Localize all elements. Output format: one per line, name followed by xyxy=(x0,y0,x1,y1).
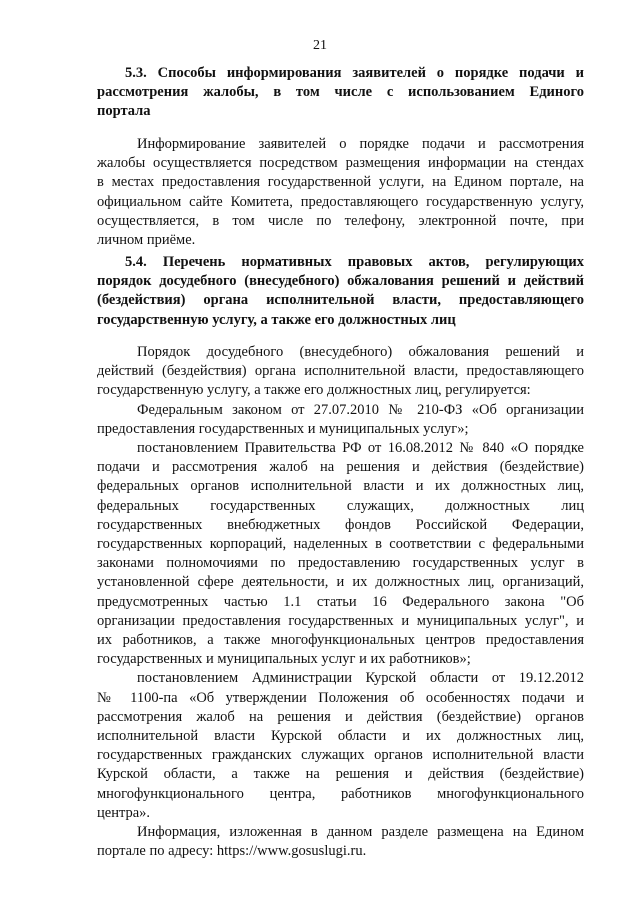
body-line: установленной сфере деятельности, и их должностных лиц, организаций, xyxy=(97,574,584,591)
heading-line: рассмотрения жалобы, в том числе с использованием Единого xyxy=(97,84,584,101)
body-line: центра». xyxy=(97,804,151,821)
heading-line: 5.4. Перечень нормативных правовых актов, регулирующих xyxy=(125,254,584,270)
paragraph-line: жалобы осуществляется посредством размещения информации на стендах xyxy=(97,155,584,172)
body-line: исполнительной власти Курской области и их должностных лиц, xyxy=(97,728,584,745)
body-line: Порядок досудебного (внесудебного) обжалования решений и xyxy=(137,344,584,360)
heading-line: 5.3. Способы информирования заявителей о порядке подачи и xyxy=(125,65,584,81)
body-line: многофункционального центра, работников многофункционального xyxy=(97,785,584,802)
paragraph-line: осуществляется, в том числе по телефону, электронной почте, при xyxy=(97,212,584,229)
paragraph-line: личном приёме. xyxy=(97,232,196,249)
body-line: их работников, а также многофункциональных центров предоставления xyxy=(97,632,584,649)
body-line: Федеральным законом от 27.07.2010 № 210-ФЗ «Об организации xyxy=(137,401,584,418)
body-line: государственную услугу, а также его должностных лиц, регулируется: xyxy=(97,382,531,399)
body-line: организации предоставления государственных и муниципальных услуг", и xyxy=(97,612,584,629)
body-line: законами полномочиями по предоставлению государственных услуг в xyxy=(97,555,584,572)
section-5-4-heading xyxy=(97,253,584,330)
body-line: государственных корпораций, наделенных в соответствии с федеральными xyxy=(97,536,584,553)
body-line: предоставления государственных и муниципальных услуг»; xyxy=(97,420,469,437)
body-line: № 1100-па «Об утверждении Положения об особенностях подачи и xyxy=(97,689,584,706)
body-line: действий (бездействия) органа исполнительной власти, предоставляющего xyxy=(97,363,584,380)
paragraph-line: в местах предоставления государственной услуги, на Едином портале, на xyxy=(97,174,584,191)
heading-line: порядок досудебного (внесудебного) обжалования решений и действий xyxy=(97,273,584,290)
body-line: постановлением Администрации Курской области от 19.12.2012 xyxy=(137,670,584,687)
body-line: Информация, изложенная в данном разделе размещена на Едином xyxy=(137,824,584,841)
body-line: рассмотрения жалоб на решения и действия (бездействие) органов xyxy=(97,708,584,725)
paragraph-line: Информирование заявителей о порядке подачи и рассмотрения xyxy=(137,136,584,152)
body-line: подачи и рассмотрения жалоб на решения и действия (бездействие) xyxy=(97,459,584,476)
body-line: федеральных органов исполнительной власти и их должностных лиц, xyxy=(97,478,584,495)
body-line: государственных гражданских служащих органов исполнительной власти xyxy=(97,747,584,764)
body-line: предусмотренных частью 1.1 статьи 16 Федерального закона "Об xyxy=(97,593,584,610)
paragraph-line: официальном сайте Комитета, предоставляющего государственную услугу, xyxy=(97,193,584,210)
body-line: постановлением Правительства РФ от 16.08.2012 № 840 «О порядке xyxy=(137,440,584,457)
heading-line: портала xyxy=(97,103,151,120)
page-number: 21 xyxy=(313,38,327,53)
section-5-3-paragraph xyxy=(97,135,584,250)
heading-line: государственную услугу, а также его должностных лиц xyxy=(97,311,456,328)
body-line: федеральных государственных служащих, должностных лиц xyxy=(97,497,584,514)
body-line: портале по адресу: https://www.gosuslugi.ru. xyxy=(97,843,367,860)
body-line: государственных внебюджетных фондов Российской Федерации, xyxy=(97,516,584,533)
body-line: государственных и муниципальных услуг и их работников»; xyxy=(97,651,471,668)
section-5-4-body xyxy=(97,343,584,861)
section-5-3-heading xyxy=(97,64,584,122)
body-line: Курской области, а также на решения и действия (бездействие) xyxy=(97,766,584,783)
heading-line: (бездействия) органа исполнительной власти, предоставляющего xyxy=(97,292,584,309)
